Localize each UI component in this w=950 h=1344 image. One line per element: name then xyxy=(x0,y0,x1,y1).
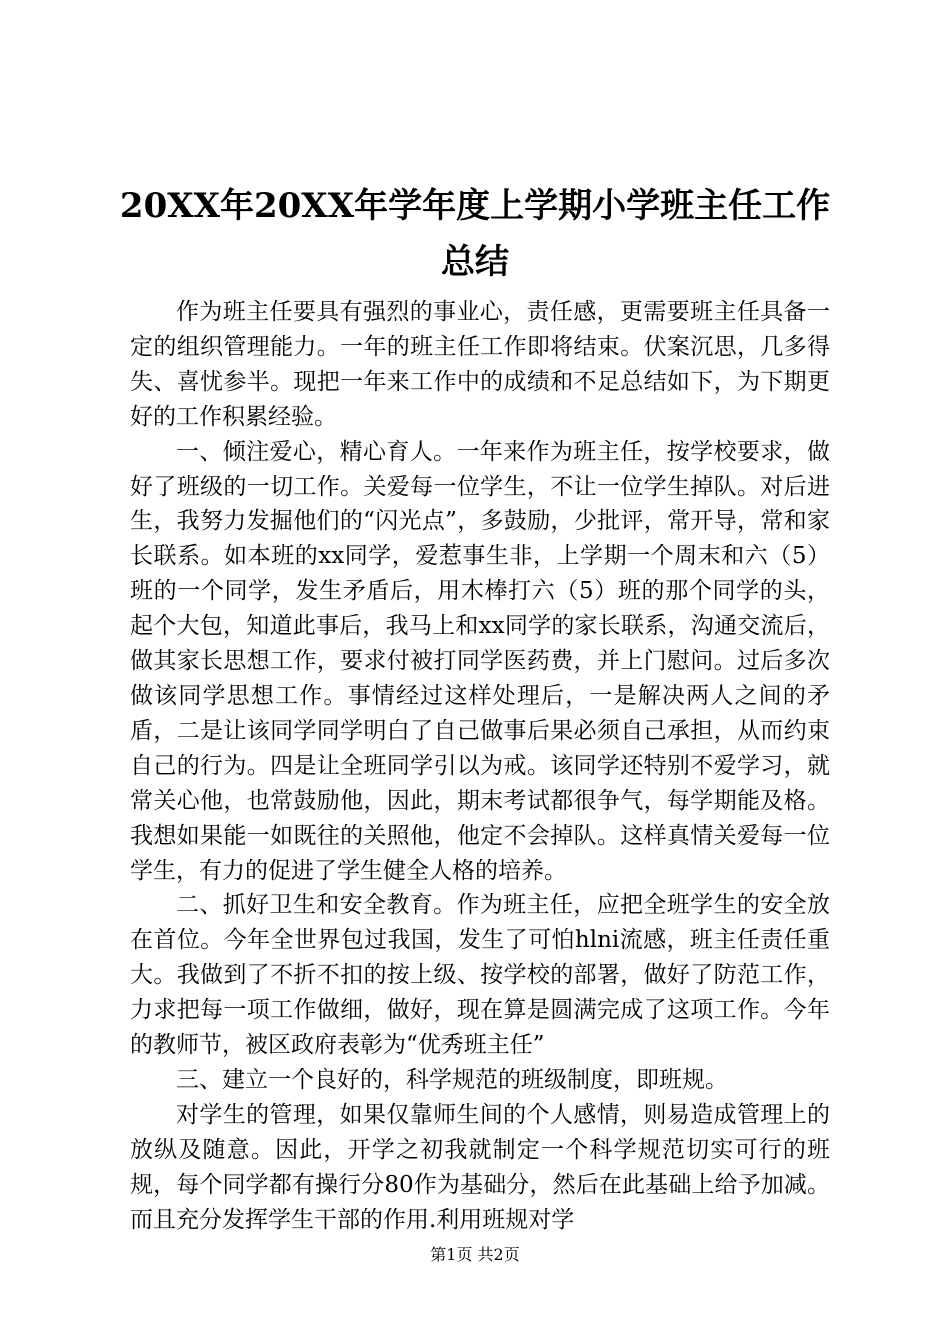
paragraph-section-3-body: 对学生的管理，如果仅靠师生间的个人感情，则易造成管理上的放纵及随意。因此，开学之初我就制定一个科学规范切实可行的班规，每个同学都有操行分80作为基础分，然后在此基础上给予加减。而且充分发挥学生干部的作用.利用班规对学 xyxy=(130,1101,830,1233)
document-title xyxy=(110,178,840,290)
document-body xyxy=(130,295,830,1237)
page-footer: 第1页 共2页 xyxy=(430,1245,520,1264)
paragraph-intro: 作为班主任要具有强烈的事业心，责任感，更需要班主任具备一定的组织管理能力。一年的班主任工作即将结束。伏案沉思，几多得失、喜忧参半。现把一年来工作中的成绩和不足总结如下，为下期更好的工作积累经验。 xyxy=(130,299,830,430)
paragraph-section-2: 二、抓好卫生和安全教育。作为班主任，应把全班学生的安全放在首位。今年全世界包过我国，发生了可怕hlni流感，班主任责任重大。我做到了不折不扣的按上级、按学校的部署，做好了防范工作，力求把每一项工作做细，做好，现在算是圆满完成了这项工作。今年的教师节，被区政府表彰为“优秀班主任” xyxy=(130,892,830,1059)
title-line-2: 总结 xyxy=(441,242,509,282)
title-line-1: 20XX年20XX年学年度上学期小学班主任工作 xyxy=(119,186,831,226)
paragraph-section-1: 一、倾注爱心，精心育人。一年来作为班主任，按学校要求，做好了班级的一切工作。关爱每一位学生，不让一位学生掉队。对后进生，我努力发掘他们的“闪光点”，多鼓励，少批评，常开导，常和家长联系。如本班的xx同学，爱惹事生非，上学期一个周末和六（5）班的一个同学，发生矛盾后，用木棒打六（5）班的那个同学的头，起个大包，知道此事后，我马上和xx同学的家长联系，沟通交流后，做其家长思想工作，要求付被打同学医药费，并上门慰问。过后多次做该同学思想工作。事情经过这样处理后，一是解决两人之间的矛盾，二是让该同学同学明白了自己做事后果必须自己承担，从而约束自己的行为。四是让全班同学引以为戒。该同学还特别不爱学习，就常关心他，也常鼓励他，因此，期末考试都很争气，每学期能及格。我想如果能一如既往的关照他，他定不会掉队。这样真情关爱每一位学生，有力的促进了学生健全人格的培养。 xyxy=(130,438,830,884)
paragraph-section-3-heading: 三、建立一个良好的，科学规范的班级制度，即班规。 xyxy=(176,1066,728,1093)
